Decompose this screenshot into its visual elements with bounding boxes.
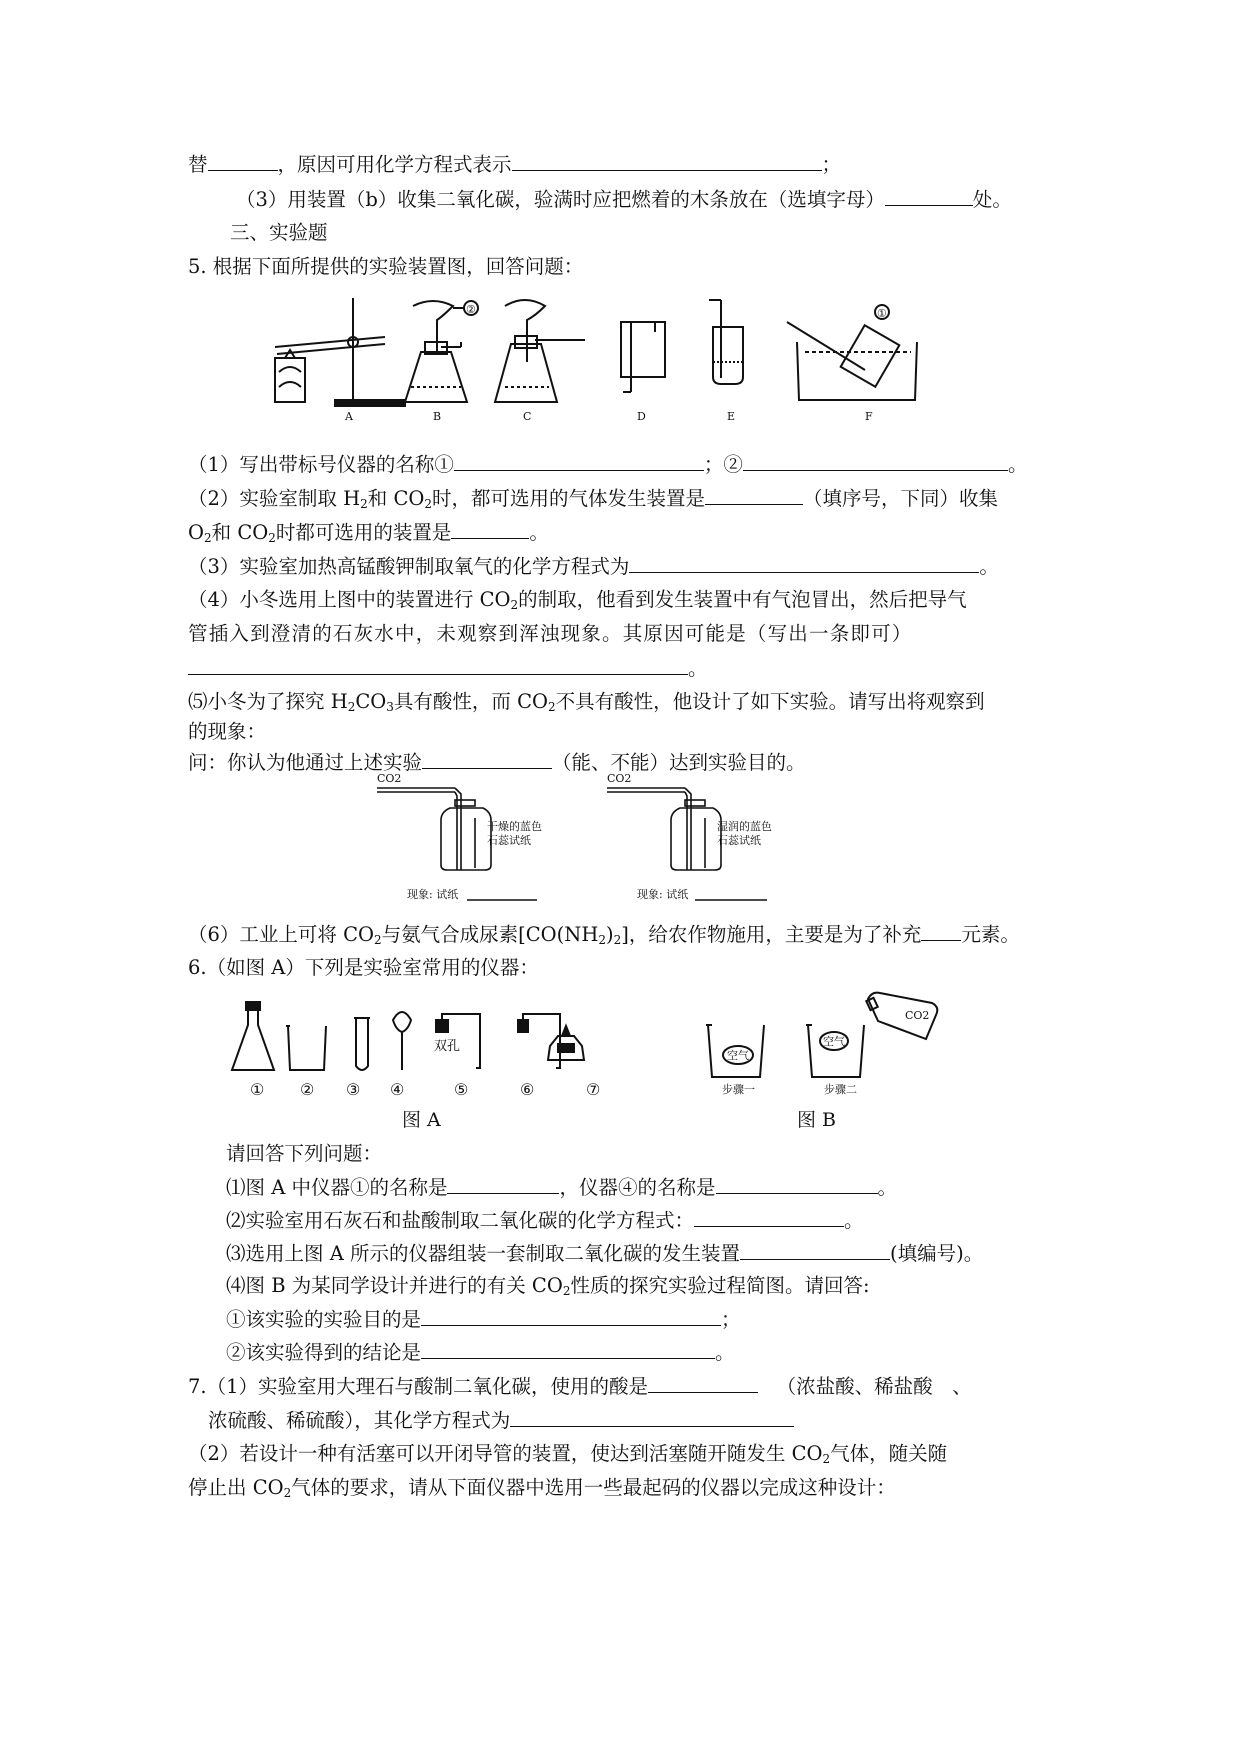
label-2: ② xyxy=(300,1080,315,1099)
line-12: ⑸小冬为了探究 $H_2CO_3$具有酸性，而 $CO_2$不具有酸性，他设计了如下实验。请写出将观察到 xyxy=(188,690,985,714)
apparatus-figure xyxy=(265,292,1045,422)
label-d: D xyxy=(637,410,646,422)
answer-blank[interactable] xyxy=(188,654,688,675)
air-label-1: 空气 xyxy=(727,1049,749,1062)
line-10: 管插入到澄清的石灰水中，未观察到浑浊现象。其原因可能是（写出一条即可） xyxy=(188,622,913,645)
answer-blank[interactable] xyxy=(421,1338,715,1359)
line-07: $O_2$和 $CO_2$时都可选用的装置是 。 xyxy=(188,518,549,547)
label-b-mark: ② xyxy=(466,303,476,316)
conical-flask-icon xyxy=(232,1002,274,1070)
label-1: ① xyxy=(250,1080,265,1099)
answer-blank[interactable] xyxy=(716,1173,878,1194)
co2-bottle-label: CO2 xyxy=(905,1009,930,1022)
answer-blank[interactable] xyxy=(510,1406,794,1427)
line-22: ①该实验的实验目的是 ； xyxy=(226,1305,741,1334)
air-label-2: 空气 xyxy=(823,1035,845,1048)
line-26: （2）若设计一种有活塞可以开闭导管的装置，使达到活塞随开随发生 $CO_2$气体，随关随 xyxy=(188,1442,948,1466)
answer-blank[interactable] xyxy=(743,450,1008,471)
section-heading: 三、实验题 xyxy=(230,221,328,244)
beaker-icon xyxy=(286,1026,326,1070)
line-09: （4）小冬选用上图中的装置进行 $CO_2$的制取，他看到发生装置中有气泡冒出，然后把导气 xyxy=(188,588,967,612)
label-5: ⑤ xyxy=(454,1080,469,1099)
apparatus-e xyxy=(709,300,743,384)
line-18: ⑴图 A 中仪器①的名称是 ，仪器④的名称是 。 xyxy=(226,1173,897,1202)
line-17: 请回答下列问题： xyxy=(226,1142,383,1165)
answer-blank[interactable] xyxy=(885,185,973,206)
line-13: 的现象： xyxy=(188,720,267,743)
label-b: B xyxy=(433,410,442,422)
apparatus-b xyxy=(405,301,467,402)
funnel-icon xyxy=(393,1012,411,1070)
label-4: ④ xyxy=(390,1080,405,1099)
line-05: （1）写出带标号仪器的名称① ；② 。 xyxy=(188,450,1027,479)
label-6: ⑥ xyxy=(520,1080,535,1099)
question-6-title: 6.（如图 A）下列是实验室常用的仪器： xyxy=(188,956,539,979)
left-obs-label: 现象: 试纸 xyxy=(407,888,459,901)
line-25: 浓硫酸、稀硫酸），其化学方程式为 xyxy=(208,1406,794,1435)
line-15: （6）工业上可将 $CO_2$与氨气合成尿素$[CO(NH_2)_2]$，给农作物施用，主要是为了补充 元素。 xyxy=(188,920,1020,949)
figure-b-steps xyxy=(700,985,980,1095)
label-c: C xyxy=(523,410,532,422)
line-08: （3）实验室加热高锰酸钾制取氧气的化学方程式为 。 xyxy=(188,552,999,581)
line-19: ⑵实验室用石灰石和盐酸制取二氧化碳的化学方程式： 。 xyxy=(226,1206,864,1235)
label-a: A xyxy=(345,410,353,422)
line-11: 。 xyxy=(188,654,708,683)
label-f: F xyxy=(865,410,873,422)
line-24: 7.（1）实验室用大理石与酸制二氧化碳，使用的酸是 （浓盐酸、稀盐酸 、 xyxy=(188,1372,972,1401)
question-5-title: 5. 根据下面所提供的实验装置图，回答问题： xyxy=(188,255,584,278)
figure-b-caption: 图 B xyxy=(797,1109,837,1131)
answer-blank[interactable] xyxy=(447,1173,559,1194)
label-e: E xyxy=(727,410,736,422)
step-one-label: 步骤一 xyxy=(722,1083,755,1095)
alcohol-lamp-icon xyxy=(548,1026,584,1060)
answer-blank[interactable] xyxy=(629,552,979,573)
answer-blank[interactable] xyxy=(740,1239,890,1260)
answer-blank[interactable] xyxy=(512,150,822,171)
right-paper-label-2: 石蕊试纸 xyxy=(717,834,761,847)
litmus-experiment-figure xyxy=(375,770,855,905)
line-23: ②该实验得到的结论是 。 xyxy=(226,1338,735,1367)
answer-blank[interactable] xyxy=(451,518,529,539)
line-06: （2）实验室制取 $H_2$和 $CO_2$时，都可选用的气体发生装置是 （填序号，下同）收集 xyxy=(188,484,998,513)
answer-blank[interactable] xyxy=(454,450,704,471)
apparatus-a xyxy=(275,298,405,406)
line-02: （3）用装置（b）收集二氧化碳，验满时应把燃着的木条放在（选填字母） 处。 xyxy=(236,185,1012,214)
apparatus-d xyxy=(621,322,665,392)
label-f-mark: ① xyxy=(877,307,887,320)
apparatus-c xyxy=(495,300,585,402)
left-paper-label-1: 干燥的蓝色 xyxy=(487,820,542,833)
answer-blank[interactable] xyxy=(208,150,278,171)
test-tube-icon xyxy=(354,1018,370,1070)
gas-label-left: CO2 xyxy=(377,772,402,785)
label-7: ⑦ xyxy=(586,1080,601,1099)
right-paper-label-1: 湿润的蓝色 xyxy=(717,820,772,833)
gas-label-right: CO2 xyxy=(607,772,632,785)
double-hole-label: 双孔 xyxy=(434,1039,461,1054)
answer-blank[interactable] xyxy=(421,1305,721,1326)
right-obs-label: 现象: 试纸 xyxy=(637,888,689,901)
answer-blank[interactable] xyxy=(921,920,961,941)
line-01: 替 ，原因可用化学方程式表示 ； xyxy=(188,150,841,179)
line-20: ⑶选用上图 A 所示的仪器组装一套制取二氧化碳的发生装置 (填编号)。 xyxy=(226,1239,983,1268)
line-21: ⑷图 B 为某同学设计并进行的有关 $CO_2$性质的探究实验过程简图。请回答: xyxy=(226,1274,870,1298)
answer-blank[interactable] xyxy=(648,1372,758,1393)
apparatus-f xyxy=(787,322,917,400)
step-two-label: 步骤二 xyxy=(824,1083,857,1095)
answer-blank[interactable] xyxy=(422,748,552,769)
label-3: ③ xyxy=(346,1080,361,1099)
line-27: 停止出 $CO_2$气体的要求，请从下面仪器中选用一些最起码的仪器以完成这种设计： xyxy=(188,1476,896,1500)
answer-blank[interactable] xyxy=(694,1206,844,1227)
figure-a-instruments xyxy=(228,1000,668,1100)
line-14: 问：你认为他通过上述实验 （能、不能）达到实验目的。 xyxy=(188,748,806,777)
left-paper-label-2: 石蕊试纸 xyxy=(487,834,531,847)
answer-blank[interactable] xyxy=(705,484,803,505)
figure-a-caption: 图 A xyxy=(402,1109,441,1131)
